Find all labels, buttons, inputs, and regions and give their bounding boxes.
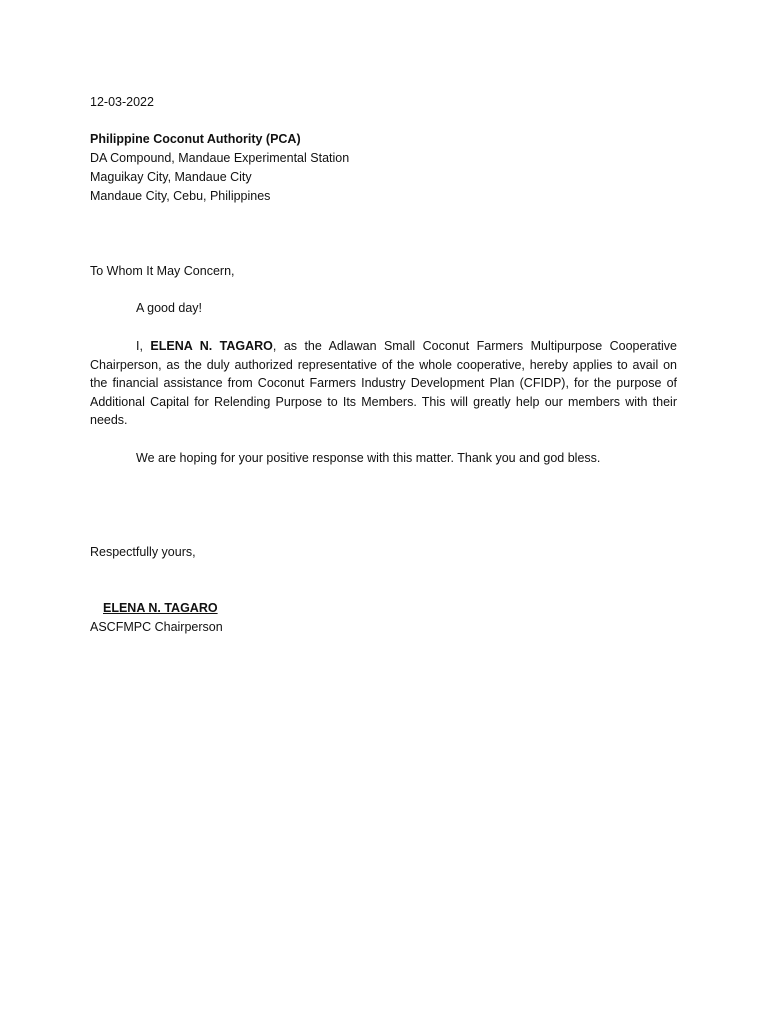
closing-paragraph: We are hoping for your positive response with this matter. Thank you and god bless.	[136, 451, 601, 465]
letter-date: 12-03-2022	[90, 95, 154, 109]
signature-name: ELENA N. TAGARO	[103, 601, 218, 615]
body-text: , as the Adlawan Small Coconut Farmers Multipurpose Cooperative Chairperson, as the duly authorized representative of the whole cooperative, hereby applies to avail on the financial assistance from Coconut Farmers Industry Development Plan (CFIDP), for the purpose of Additional Capital for Relending Purpose to Its Members. This will greatly help our members with their needs.	[90, 339, 677, 428]
recipient-address-line-1: DA Compound, Mandaue Experimental Station	[90, 151, 350, 165]
recipient-address-line-3: Mandaue City, Cebu, Philippines	[90, 189, 271, 203]
recipient-address-line-2: Maguikay City, Mandaue City	[90, 170, 252, 184]
salutation: To Whom It May Concern,	[90, 264, 235, 278]
body-intro: I,	[136, 339, 151, 353]
body-paragraph	[90, 337, 677, 430]
recipient-organization: Philippine Coconut Authority (PCA)	[90, 132, 301, 146]
signature-title: ASCFMPC Chairperson	[90, 620, 223, 634]
greeting: A good day!	[136, 301, 203, 315]
body-signer-name: ELENA N. TAGARO	[150, 339, 273, 353]
complimentary-close: Respectfully yours,	[90, 545, 196, 559]
